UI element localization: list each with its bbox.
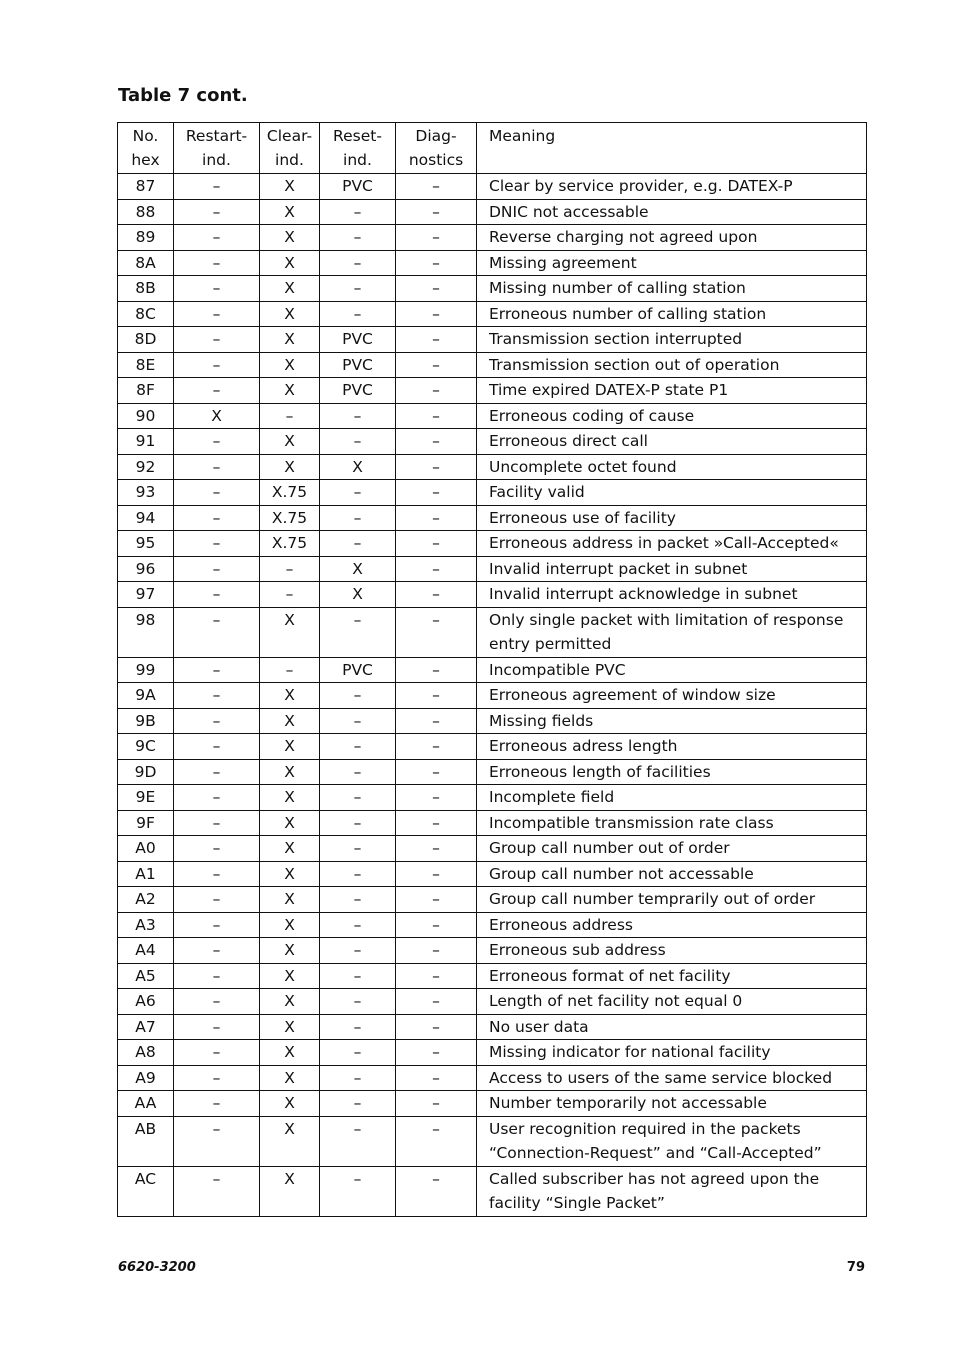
cell-no-hex: 94 — [118, 505, 174, 531]
cell-no-hex: 8D — [118, 327, 174, 353]
table-title: Table 7 cont. — [118, 85, 248, 106]
cell-meaning: Erroneous coding of cause — [477, 403, 867, 429]
cell-reset-ind: – — [320, 810, 396, 836]
cell-reset-ind: PVC — [320, 352, 396, 378]
cell-meaning: Incompatible PVC — [477, 657, 867, 683]
cell-meaning: Erroneous length of facilities — [477, 759, 867, 785]
cell-clear-ind: X — [260, 785, 320, 811]
cell-diagnostics: – — [396, 963, 477, 989]
cell-diagnostics: – — [396, 810, 477, 836]
cell-reset-ind: – — [320, 276, 396, 302]
table-row — [118, 174, 867, 200]
cell-restart-ind: – — [174, 734, 260, 760]
cell-clear-ind: X — [260, 327, 320, 353]
table-row — [118, 810, 867, 836]
cell-restart-ind: – — [174, 352, 260, 378]
cell-clear-ind: X — [260, 199, 320, 225]
table-header-row — [118, 123, 867, 174]
cell-reset-ind: PVC — [320, 174, 396, 200]
table-row — [118, 1166, 867, 1216]
cell-restart-ind: – — [174, 199, 260, 225]
cell-meaning: Transmission section out of operation — [477, 352, 867, 378]
cell-clear-ind: X.75 — [260, 505, 320, 531]
table-row — [118, 1014, 867, 1040]
cell-meaning: Group call number temprarily out of order — [477, 887, 867, 913]
cell-reset-ind: – — [320, 989, 396, 1015]
cell-diagnostics: – — [396, 505, 477, 531]
cell-diagnostics: – — [396, 785, 477, 811]
cell-clear-ind: X — [260, 734, 320, 760]
cell-reset-ind: – — [320, 225, 396, 251]
table-row — [118, 531, 867, 557]
cell-diagnostics: – — [396, 887, 477, 913]
cell-restart-ind: – — [174, 810, 260, 836]
cell-restart-ind: – — [174, 912, 260, 938]
table-row — [118, 327, 867, 353]
table-row — [118, 836, 867, 862]
cell-restart-ind: – — [174, 657, 260, 683]
cell-meaning: Called subscriber has not agreed upon the facility “Single Packet” — [477, 1166, 867, 1216]
cell-clear-ind: X — [260, 861, 320, 887]
cell-restart-ind: – — [174, 759, 260, 785]
cell-no-hex: 89 — [118, 225, 174, 251]
header-clear-ind: Clear- ind. — [260, 123, 320, 174]
cell-meaning: Incompatible transmission rate class — [477, 810, 867, 836]
cell-no-hex: 90 — [118, 403, 174, 429]
cell-diagnostics: – — [396, 454, 477, 480]
cell-diagnostics: – — [396, 759, 477, 785]
cell-meaning: Erroneous format of net facility — [477, 963, 867, 989]
cell-restart-ind: – — [174, 1014, 260, 1040]
page-number: 79 — [846, 1260, 865, 1275]
cell-meaning: Erroneous number of calling station — [477, 301, 867, 327]
cell-clear-ind: X — [260, 250, 320, 276]
cell-no-hex: A4 — [118, 938, 174, 964]
cell-no-hex: 8F — [118, 378, 174, 404]
cell-no-hex: 99 — [118, 657, 174, 683]
cell-restart-ind: – — [174, 607, 260, 657]
document-number: 6620-3200 — [118, 1260, 196, 1275]
table-row — [118, 963, 867, 989]
cell-no-hex: 9A — [118, 683, 174, 709]
cell-reset-ind: PVC — [320, 327, 396, 353]
table-row — [118, 429, 867, 455]
cell-no-hex: 95 — [118, 531, 174, 557]
cell-no-hex: 9C — [118, 734, 174, 760]
cell-restart-ind: – — [174, 887, 260, 913]
cell-clear-ind: X — [260, 352, 320, 378]
table-row — [118, 1040, 867, 1066]
cell-restart-ind: – — [174, 480, 260, 506]
cell-reset-ind: – — [320, 887, 396, 913]
cell-clear-ind: X — [260, 810, 320, 836]
cell-meaning: Time expired DATEX-P state P1 — [477, 378, 867, 404]
cell-clear-ind: X — [260, 276, 320, 302]
cell-clear-ind: X — [260, 1166, 320, 1216]
cell-diagnostics: – — [396, 582, 477, 608]
table-row — [118, 785, 867, 811]
cell-clear-ind: X — [260, 301, 320, 327]
table-row — [118, 887, 867, 913]
cell-clear-ind: X — [260, 607, 320, 657]
cell-diagnostics: – — [396, 1040, 477, 1066]
cell-meaning: Erroneous address in packet »Call-Accepted« — [477, 531, 867, 557]
cell-clear-ind: – — [260, 582, 320, 608]
cell-clear-ind: X — [260, 836, 320, 862]
cell-clear-ind: X — [260, 912, 320, 938]
cell-no-hex: A7 — [118, 1014, 174, 1040]
header-no-hex: No. hex — [118, 123, 174, 174]
cell-meaning: Facility valid — [477, 480, 867, 506]
cell-restart-ind: – — [174, 505, 260, 531]
cell-diagnostics: – — [396, 708, 477, 734]
table-row — [118, 1091, 867, 1117]
cell-clear-ind: – — [260, 657, 320, 683]
cell-reset-ind: – — [320, 759, 396, 785]
table-row — [118, 250, 867, 276]
cell-restart-ind: – — [174, 378, 260, 404]
header-restart-ind: Restart- ind. — [174, 123, 260, 174]
cell-reset-ind: – — [320, 505, 396, 531]
header-reset-ind: Reset- ind. — [320, 123, 396, 174]
cell-meaning: Erroneous sub address — [477, 938, 867, 964]
cell-clear-ind: X — [260, 174, 320, 200]
cell-restart-ind: – — [174, 429, 260, 455]
cell-no-hex: 8B — [118, 276, 174, 302]
cell-no-hex: 93 — [118, 480, 174, 506]
cell-no-hex: 92 — [118, 454, 174, 480]
cell-meaning: Number temporarily not accessable — [477, 1091, 867, 1117]
cell-clear-ind: X — [260, 683, 320, 709]
cell-restart-ind: – — [174, 250, 260, 276]
cell-reset-ind: – — [320, 199, 396, 225]
table-row — [118, 708, 867, 734]
cell-diagnostics: – — [396, 276, 477, 302]
cell-meaning: Invalid interrupt packet in subnet — [477, 556, 867, 582]
cell-diagnostics: – — [396, 683, 477, 709]
cell-clear-ind: X — [260, 429, 320, 455]
cell-reset-ind: – — [320, 963, 396, 989]
cell-reset-ind: X — [320, 556, 396, 582]
cell-no-hex: A2 — [118, 887, 174, 913]
cell-no-hex: 96 — [118, 556, 174, 582]
cell-restart-ind: – — [174, 963, 260, 989]
cell-clear-ind: X — [260, 1040, 320, 1066]
cell-no-hex: A1 — [118, 861, 174, 887]
cell-clear-ind: X — [260, 887, 320, 913]
cell-clear-ind: X — [260, 989, 320, 1015]
cell-reset-ind: PVC — [320, 657, 396, 683]
cell-restart-ind: – — [174, 1166, 260, 1216]
cell-meaning: Missing number of calling station — [477, 276, 867, 302]
cell-reset-ind: – — [320, 301, 396, 327]
cell-restart-ind: – — [174, 938, 260, 964]
cell-restart-ind: – — [174, 861, 260, 887]
cell-reset-ind: – — [320, 480, 396, 506]
cell-reset-ind: – — [320, 531, 396, 557]
cell-clear-ind: X — [260, 1116, 320, 1166]
cell-reset-ind: – — [320, 1116, 396, 1166]
cell-meaning: Missing agreement — [477, 250, 867, 276]
table-row — [118, 403, 867, 429]
cell-diagnostics: – — [396, 480, 477, 506]
cell-restart-ind: – — [174, 1116, 260, 1166]
cell-restart-ind: – — [174, 1040, 260, 1066]
table-row — [118, 225, 867, 251]
table-row — [118, 861, 867, 887]
table-row — [118, 1116, 867, 1166]
cell-restart-ind: X — [174, 403, 260, 429]
cell-clear-ind: – — [260, 403, 320, 429]
table-row — [118, 378, 867, 404]
cell-diagnostics: – — [396, 734, 477, 760]
cell-reset-ind: – — [320, 1014, 396, 1040]
cell-restart-ind: – — [174, 708, 260, 734]
cell-meaning: No user data — [477, 1014, 867, 1040]
cell-meaning: Erroneous adress length — [477, 734, 867, 760]
cell-restart-ind: – — [174, 454, 260, 480]
cell-reset-ind: X — [320, 582, 396, 608]
cell-reset-ind: – — [320, 250, 396, 276]
cell-reset-ind: – — [320, 429, 396, 455]
cell-reset-ind: – — [320, 607, 396, 657]
cell-restart-ind: – — [174, 531, 260, 557]
cell-restart-ind: – — [174, 1091, 260, 1117]
cell-clear-ind: X — [260, 454, 320, 480]
header-diagnostics: Diag- nostics — [396, 123, 477, 174]
cell-meaning: Group call number out of order — [477, 836, 867, 862]
cell-restart-ind: – — [174, 174, 260, 200]
cell-clear-ind: X — [260, 1091, 320, 1117]
cell-diagnostics: – — [396, 556, 477, 582]
cell-diagnostics: – — [396, 1091, 477, 1117]
cell-reset-ind: – — [320, 1040, 396, 1066]
header-meaning: Meaning — [477, 123, 867, 174]
cell-diagnostics: – — [396, 199, 477, 225]
cause-table — [117, 122, 867, 1217]
cell-clear-ind: X — [260, 708, 320, 734]
cell-diagnostics: – — [396, 174, 477, 200]
cell-meaning: Uncomplete octet found — [477, 454, 867, 480]
cell-no-hex: 97 — [118, 582, 174, 608]
cell-meaning: Only single packet with limitation of response entry permitted — [477, 607, 867, 657]
cell-diagnostics: – — [396, 1014, 477, 1040]
cell-diagnostics: – — [396, 429, 477, 455]
table-row — [118, 1065, 867, 1091]
cell-no-hex: AA — [118, 1091, 174, 1117]
cell-diagnostics: – — [396, 938, 477, 964]
cell-no-hex: A8 — [118, 1040, 174, 1066]
table-row — [118, 607, 867, 657]
cell-reset-ind: – — [320, 1091, 396, 1117]
cell-diagnostics: – — [396, 327, 477, 353]
cell-no-hex: 88 — [118, 199, 174, 225]
cell-meaning: Erroneous address — [477, 912, 867, 938]
cell-reset-ind: – — [320, 836, 396, 862]
table-row — [118, 734, 867, 760]
cell-no-hex: 87 — [118, 174, 174, 200]
cell-restart-ind: – — [174, 785, 260, 811]
cell-no-hex: 91 — [118, 429, 174, 455]
cell-clear-ind: X — [260, 225, 320, 251]
cell-no-hex: A3 — [118, 912, 174, 938]
cell-no-hex: 9B — [118, 708, 174, 734]
cell-reset-ind: – — [320, 403, 396, 429]
cell-meaning: DNIC not accessable — [477, 199, 867, 225]
cell-diagnostics: – — [396, 657, 477, 683]
cell-meaning: Incomplete field — [477, 785, 867, 811]
cell-no-hex: A0 — [118, 836, 174, 862]
cell-meaning: Missing fields — [477, 708, 867, 734]
cell-reset-ind: – — [320, 861, 396, 887]
cell-meaning: Erroneous agreement of window size — [477, 683, 867, 709]
table-row — [118, 480, 867, 506]
table-row — [118, 301, 867, 327]
cell-no-hex: 9F — [118, 810, 174, 836]
cell-reset-ind: – — [320, 1166, 396, 1216]
table-row — [118, 505, 867, 531]
cell-meaning: Length of net facility not equal 0 — [477, 989, 867, 1015]
cell-diagnostics: – — [396, 861, 477, 887]
cell-diagnostics: – — [396, 912, 477, 938]
cell-restart-ind: – — [174, 1065, 260, 1091]
cell-diagnostics: – — [396, 1116, 477, 1166]
cell-clear-ind: X.75 — [260, 531, 320, 557]
cell-meaning: Invalid interrupt acknowledge in subnet — [477, 582, 867, 608]
table-row — [118, 556, 867, 582]
cell-restart-ind: – — [174, 836, 260, 862]
cell-restart-ind: – — [174, 301, 260, 327]
cell-clear-ind: X — [260, 1065, 320, 1091]
cell-clear-ind: X — [260, 938, 320, 964]
table-row — [118, 454, 867, 480]
cell-diagnostics: – — [396, 1065, 477, 1091]
cell-diagnostics: – — [396, 989, 477, 1015]
cell-reset-ind: – — [320, 708, 396, 734]
table-row — [118, 938, 867, 964]
cell-no-hex: 9D — [118, 759, 174, 785]
cell-diagnostics: – — [396, 1166, 477, 1216]
cell-diagnostics: – — [396, 301, 477, 327]
cell-no-hex: A6 — [118, 989, 174, 1015]
cell-meaning: Transmission section interrupted — [477, 327, 867, 353]
cell-meaning: Access to users of the same service blocked — [477, 1065, 867, 1091]
cell-clear-ind: X — [260, 1014, 320, 1040]
cell-no-hex: A5 — [118, 963, 174, 989]
cell-reset-ind: X — [320, 454, 396, 480]
cell-restart-ind: – — [174, 989, 260, 1015]
cell-no-hex: 8C — [118, 301, 174, 327]
cell-reset-ind: – — [320, 1065, 396, 1091]
table-row — [118, 989, 867, 1015]
cell-meaning: Missing indicator for national facility — [477, 1040, 867, 1066]
cell-clear-ind: X.75 — [260, 480, 320, 506]
cell-meaning: Reverse charging not agreed upon — [477, 225, 867, 251]
cell-restart-ind: – — [174, 276, 260, 302]
table-row — [118, 199, 867, 225]
cell-diagnostics: – — [396, 607, 477, 657]
cell-reset-ind: – — [320, 912, 396, 938]
cell-clear-ind: – — [260, 556, 320, 582]
cell-meaning: Clear by service provider, e.g. DATEX-P — [477, 174, 867, 200]
cell-no-hex: 8E — [118, 352, 174, 378]
cell-restart-ind: – — [174, 683, 260, 709]
cell-clear-ind: X — [260, 963, 320, 989]
table-row — [118, 912, 867, 938]
cell-diagnostics: – — [396, 352, 477, 378]
table-row — [118, 276, 867, 302]
cell-meaning: Erroneous use of facility — [477, 505, 867, 531]
cell-restart-ind: – — [174, 556, 260, 582]
cell-diagnostics: – — [396, 225, 477, 251]
cell-diagnostics: – — [396, 836, 477, 862]
table-row — [118, 352, 867, 378]
cell-no-hex: AB — [118, 1116, 174, 1166]
table-row — [118, 582, 867, 608]
cell-diagnostics: – — [396, 378, 477, 404]
table-row — [118, 683, 867, 709]
cell-reset-ind: – — [320, 785, 396, 811]
cell-no-hex: 9E — [118, 785, 174, 811]
cell-diagnostics: – — [396, 403, 477, 429]
cell-reset-ind: PVC — [320, 378, 396, 404]
cell-reset-ind: – — [320, 734, 396, 760]
cell-diagnostics: – — [396, 531, 477, 557]
cell-restart-ind: – — [174, 225, 260, 251]
cell-no-hex: 8A — [118, 250, 174, 276]
table-row — [118, 759, 867, 785]
cell-no-hex: A9 — [118, 1065, 174, 1091]
cell-reset-ind: – — [320, 938, 396, 964]
cell-no-hex: 98 — [118, 607, 174, 657]
cell-restart-ind: – — [174, 327, 260, 353]
cell-meaning: Group call number not accessable — [477, 861, 867, 887]
cell-clear-ind: X — [260, 759, 320, 785]
cell-meaning: Erroneous direct call — [477, 429, 867, 455]
cell-clear-ind: X — [260, 378, 320, 404]
cell-no-hex: AC — [118, 1166, 174, 1216]
table-row — [118, 657, 867, 683]
cell-reset-ind: – — [320, 683, 396, 709]
cell-diagnostics: – — [396, 250, 477, 276]
cell-meaning: User recognition required in the packets “Connection-Request” and “Call-Accepted” — [477, 1116, 867, 1166]
cell-restart-ind: – — [174, 582, 260, 608]
